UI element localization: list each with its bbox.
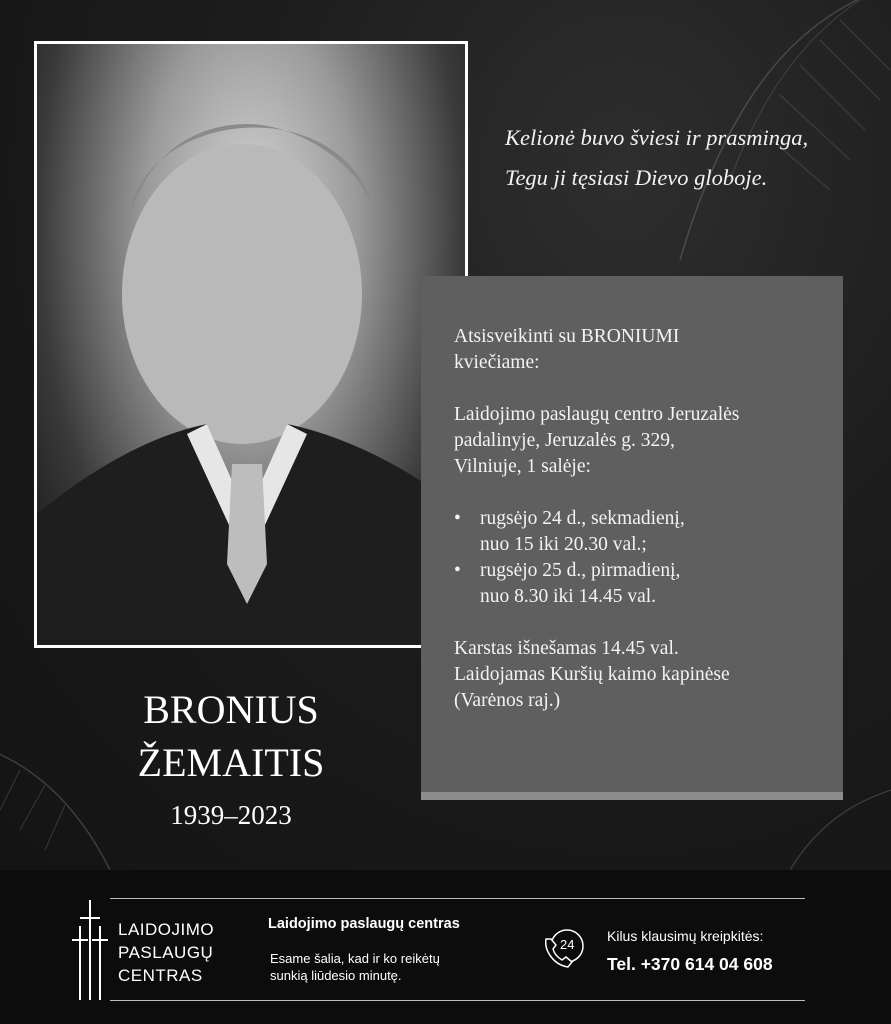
last-name: ŽEMAITIS	[137, 740, 325, 785]
schedule-item: • rugsėjo 24 d., sekmadienį, nuo 15 iki 20.30 val.;	[454, 506, 823, 558]
life-years: 1939–2023	[170, 800, 292, 830]
phone-24-icon	[542, 925, 588, 971]
first-name: BRONIUS	[143, 687, 319, 732]
burial-text: (Varėnos raj.)	[454, 690, 561, 711]
company-name: Laidojimo paslaugų centras	[268, 916, 460, 932]
schedule-item: • rugsėjo 25 d., pirmadienį, nuo 8.30 iki 14.45 val.	[454, 558, 823, 610]
carry-out-text: Karstas išnešamas 14.45 val.	[454, 638, 679, 659]
quote-line: Kelionė buvo šviesi ir prasminga,	[505, 125, 809, 150]
quote-line: Tegu ji tęsiasi Dievo globoje.	[505, 165, 768, 190]
footer-divider-bottom	[110, 1000, 805, 1001]
footer	[0, 870, 891, 1024]
burial-text: Laidojamas Kuršių kaimo kapinėse	[454, 664, 730, 685]
place-text: padalinyje, Jeruzalės g. 329,	[454, 430, 675, 451]
place-text: Vilniuje, 1 salėje:	[454, 456, 591, 477]
company-tagline: Esame šalia, kad ir ko reikėtų sunkią liūdesio minutę.	[270, 951, 440, 983]
invite-text: Atsisveikinti su BRONIUMI	[454, 326, 680, 347]
schedule-list	[454, 506, 823, 610]
company-logo-text: LAIDOJIMO PASLAUGŲ CENTRAS	[118, 920, 215, 985]
portrait-silhouette	[37, 44, 465, 645]
footer-divider-top	[110, 898, 805, 899]
invite-text: kviečiame:	[454, 352, 540, 373]
place-text: Laidojimo paslaugų centro Jeruzalės	[454, 404, 740, 425]
contact-label: Kilus klausimų kreipkitės:	[607, 928, 764, 944]
triple-cross-icon	[70, 896, 110, 1000]
portrait-frame	[34, 41, 468, 648]
funeral-info-box	[421, 276, 843, 800]
memorial-quote	[505, 118, 875, 198]
portrait-photo	[37, 44, 465, 645]
phone-number[interactable]: Tel. +370 614 04 608	[607, 954, 773, 974]
phone-24-badge: 24	[560, 937, 575, 952]
